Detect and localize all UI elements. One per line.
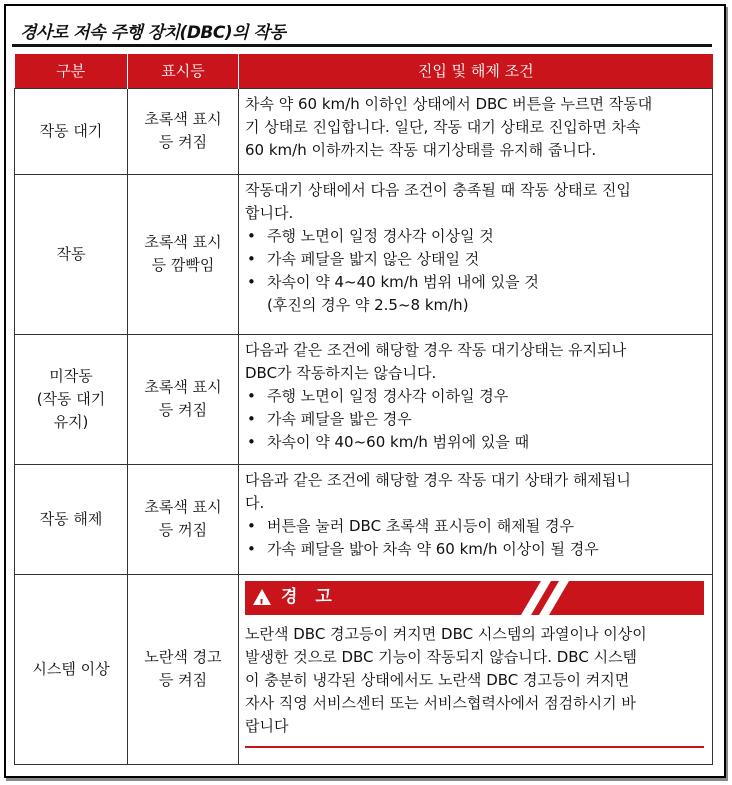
row-category: 작동 해제 — [15, 464, 128, 574]
condition-line: 60 km/h 이하까지는 작동 대기상태를 유지해 줍니다. — [245, 140, 597, 159]
warning-line: 이 충분히 냉각된 상태에서도 노란색 DBC 경고등이 켜지면 — [245, 670, 630, 689]
condition-line: 다음과 같은 조건에 해당할 경우 작동 대기 상태가 해제됩니 — [245, 470, 631, 489]
row-indicator — [128, 334, 239, 464]
condition-line: 차속 약 60 km/h 이하인 상태에서 DBC 버튼을 누르면 작동대 — [245, 94, 653, 113]
row-condition — [239, 574, 713, 764]
table-row — [15, 464, 713, 574]
indicator-line: 등 꺼짐 — [158, 521, 208, 539]
row-indicator — [128, 574, 239, 764]
page-title: 경사로 저속 주행 장치(DBC)의 작동 — [20, 23, 286, 43]
warning-line: 랍니다 — [245, 716, 289, 735]
row-condition — [239, 334, 713, 464]
row-condition — [239, 464, 713, 574]
condition-bullets — [245, 515, 704, 561]
indicator-line: 초록색 표시 — [144, 378, 222, 396]
indicator-line: 등 켜짐 — [158, 133, 208, 151]
category-line: 미작동 — [49, 366, 93, 385]
condition-line: 다. — [245, 493, 265, 512]
bullet-item: • 가속 페달을 밟은 경우 — [245, 408, 704, 431]
warning-banner — [245, 581, 704, 615]
bullet-item: • 버튼을 눌러 DBC 초록색 표시등이 해제될 경우 — [245, 515, 704, 538]
category-line: (작동 대기 — [36, 389, 106, 408]
indicator-line: 초록색 표시 — [144, 233, 222, 251]
warning-label: 경 고 — [281, 586, 338, 607]
warning-stripes — [521, 581, 581, 615]
warning-triangle-icon — [253, 589, 271, 605]
row-indicator — [128, 174, 239, 334]
row-indicator — [128, 88, 239, 174]
table-row — [15, 574, 713, 764]
condition-bullets — [245, 225, 704, 294]
indicator-line: 등 켜짐 — [158, 401, 208, 419]
indicator-line: 등 깜빡임 — [151, 256, 215, 274]
warning-end-rule — [245, 746, 704, 748]
table-row — [15, 174, 713, 334]
condition-line: 합니다. — [245, 203, 294, 222]
bullet-item: • 주행 노면이 일정 경사각 이상일 것 — [245, 225, 704, 248]
table-row — [15, 88, 713, 174]
condition-line: 작동대기 상태에서 다음 조건이 충족될 때 작동 상태로 진입 — [245, 180, 631, 199]
row-category — [15, 334, 128, 464]
row-indicator — [128, 464, 239, 574]
indicator-line: 초록색 표시 — [144, 110, 222, 128]
indicator-line: 노란색 경고 — [144, 648, 222, 666]
category-line: 유지) — [53, 412, 89, 431]
warning-line: 자사 직영 서비스센터 또는 서비스협력사에서 점검하시기 바 — [245, 693, 636, 712]
bullet-item: • 차속이 약 40~60 km/h 범위에 있을 때 — [245, 431, 704, 454]
header-condition: 진입 및 해제 조건 — [239, 54, 713, 88]
bullet-item: • 가속 페달을 밟지 않은 상태일 것 — [245, 248, 704, 271]
title-rule — [12, 44, 712, 47]
bullet-item: • 주행 노면이 일정 경사각 이하일 경우 — [245, 385, 704, 408]
row-category: 작동 — [15, 174, 128, 334]
row-condition — [239, 174, 713, 334]
header-category: 구분 — [15, 54, 128, 88]
dbc-operation-table — [14, 54, 713, 765]
warning-line: 노란색 DBC 경고등이 켜지면 DBC 시스템의 과열이나 이상이 — [245, 624, 647, 643]
table-header-row — [15, 54, 713, 88]
row-category: 작동 대기 — [15, 88, 128, 174]
condition-line: 기 상태로 진입합니다. 일단, 작동 대기 상태로 진입하면 차속 — [245, 117, 641, 136]
indicator-line: 초록색 표시 — [144, 498, 222, 516]
row-category: 시스템 이상 — [15, 574, 128, 764]
bullet-item: • 차속이 약 4~40 km/h 범위 내에 있을 것 — [245, 271, 704, 294]
warning-label-group — [253, 586, 338, 609]
table-row — [15, 334, 713, 464]
condition-line: DBC가 작동하지는 않습니다. — [245, 363, 437, 382]
row-condition — [239, 88, 713, 174]
header-indicator: 표시등 — [128, 54, 239, 88]
warning-line: 발생한 것으로 DBC 기능이 작동되지 않습니다. DBC 시스템 — [245, 647, 638, 666]
bullet-item: • 가속 페달을 밟아 차속 약 60 km/h 이상이 될 경우 — [245, 538, 704, 561]
indicator-line: 등 켜짐 — [158, 671, 208, 689]
condition-line: 다음과 같은 조건에 해당할 경우 작동 대기상태는 유지되나 — [245, 340, 627, 359]
condition-bullets — [245, 385, 704, 454]
condition-note: (후진의 경우 약 2.5~8 km/h) — [267, 295, 469, 314]
